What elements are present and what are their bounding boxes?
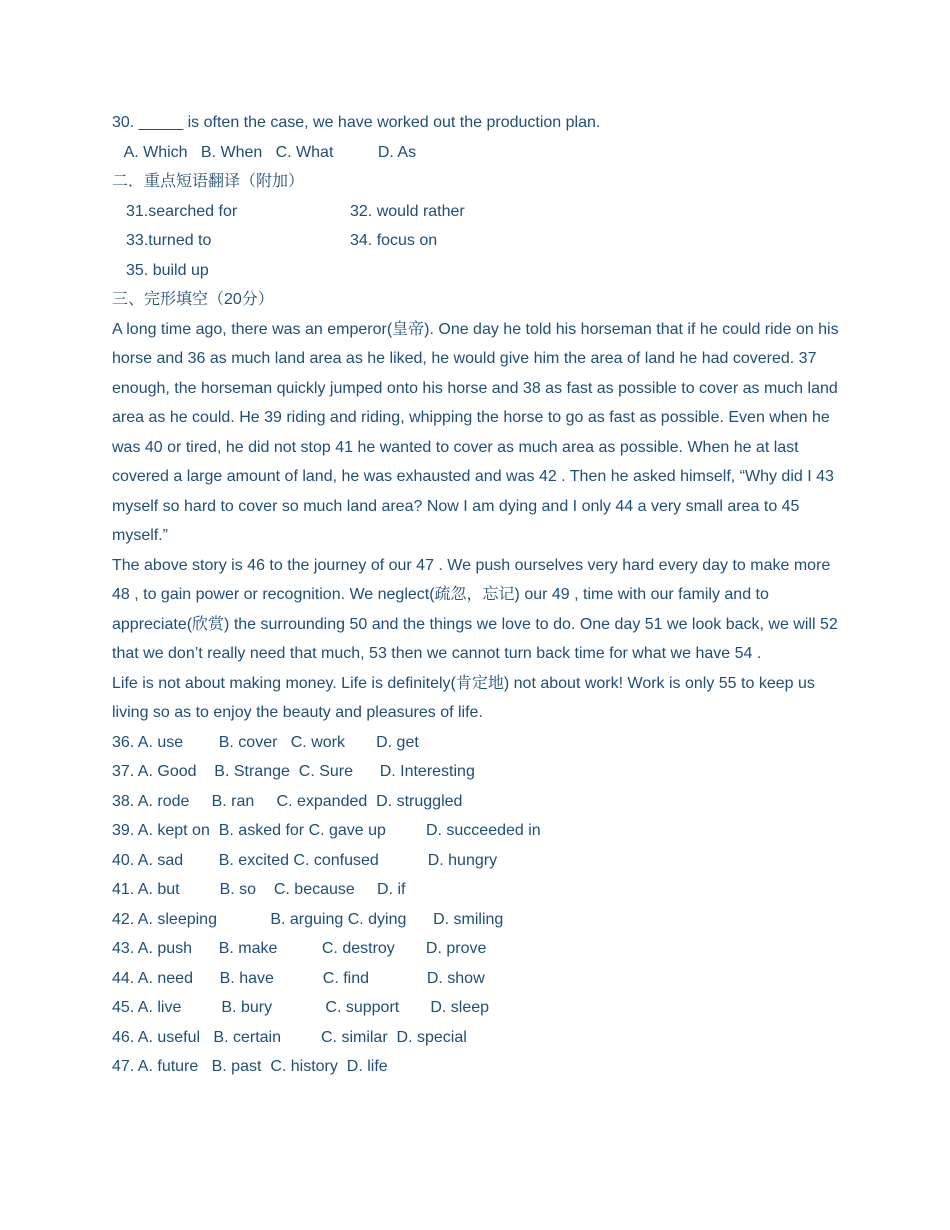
question-30-options: A. Which B. When C. What D. As [120,143,417,161]
option-line-45: 45. A. live B. bury C. support D. sleep [112,999,490,1016]
phrase-item: 33.turned to [126,232,212,249]
option-line-36: 36. A. use B. cover C. work D. get [112,733,419,751]
cloze-paragraph-2: The above story is 46 to the journey of our 47 . We push ourselves very hard every day to make more 48 , to gain power or recognition. We neglect(疏忽，忘记) our 49 , time with our family and to appreciate(欣赏) the surrounding 50 and the things we love to do. One day 51 we look back, we will 52 that we don’t really need that much, 53 then we cannot turn back time for what we have 54 . [112,556,838,662]
phrase-item: 35. build up [126,261,209,279]
phrase-item: 34. focus on [350,232,438,249]
section-2-title: 二．重点短语翻译（附加） [112,173,305,190]
option-line-39: 39. A. kept on B. asked for C. gave up D. succeeded in [112,822,541,839]
option-line-46: 46. A. useful B. certain C. similar D. special [112,1028,467,1046]
phrase-item: 32. would rather [350,202,465,220]
phrase-row [112,197,842,227]
phrase-row [112,226,842,256]
question-30-stem: 30. _____ is often the case, we have worked out the production plan. [112,114,601,131]
option-line-47: 47. A. future B. past C. history D. life [112,1058,388,1075]
document-page [112,108,842,1082]
option-line-38: 38. A. rode B. ran C. expanded D. struggled [112,792,463,810]
option-line-40: 40. A. sad B. excited C. confused D. hungry [112,851,498,869]
phrase-item: 31.searched for [126,202,238,220]
option-line-43: 43. A. push B. make C. destroy D. prove [112,940,487,957]
cloze-paragraph-1: A long time ago, there was an emperor(皇帝). One day he told his horseman that if he could ride on his horse and 36 as much land area as he liked, he would give him the area of land he had covered. 37 enough, the horseman quickly jumped onto his horse and 38 as fast as possible to cover as much land area as he could. He 39 riding and riding, whipping the horse to go as fast as possible. Even when he was 40 or tired, he did not stop 41 he wanted to cover as much area as possible. When he at last covered a large amount of land, he was exhausted and was 42 . Then he asked himself, “Why did I 43 myself so hard to cover so much land area? Now I am dying and I only 44 a very small area to 45 myself.” [112,320,839,544]
option-line-41: 41. A. but B. so C. because D. if [112,881,406,898]
option-line-42: 42. A. sleeping B. arguing C. dying D. smiling [112,910,504,928]
option-line-44: 44. A. need B. have C. find D. show [112,969,485,987]
cloze-paragraph-3: Life is not about making money. Life is definitely(肯定地) not about work! Work is only 55 to keep us living so as to enjoy the beauty and pleasures of life. [112,674,815,721]
option-line-37: 37. A. Good B. Strange C. Sure D. Interesting [112,763,475,780]
phrase-row [112,256,842,286]
section-3-title: 三、完形填空（20分） [112,291,274,308]
